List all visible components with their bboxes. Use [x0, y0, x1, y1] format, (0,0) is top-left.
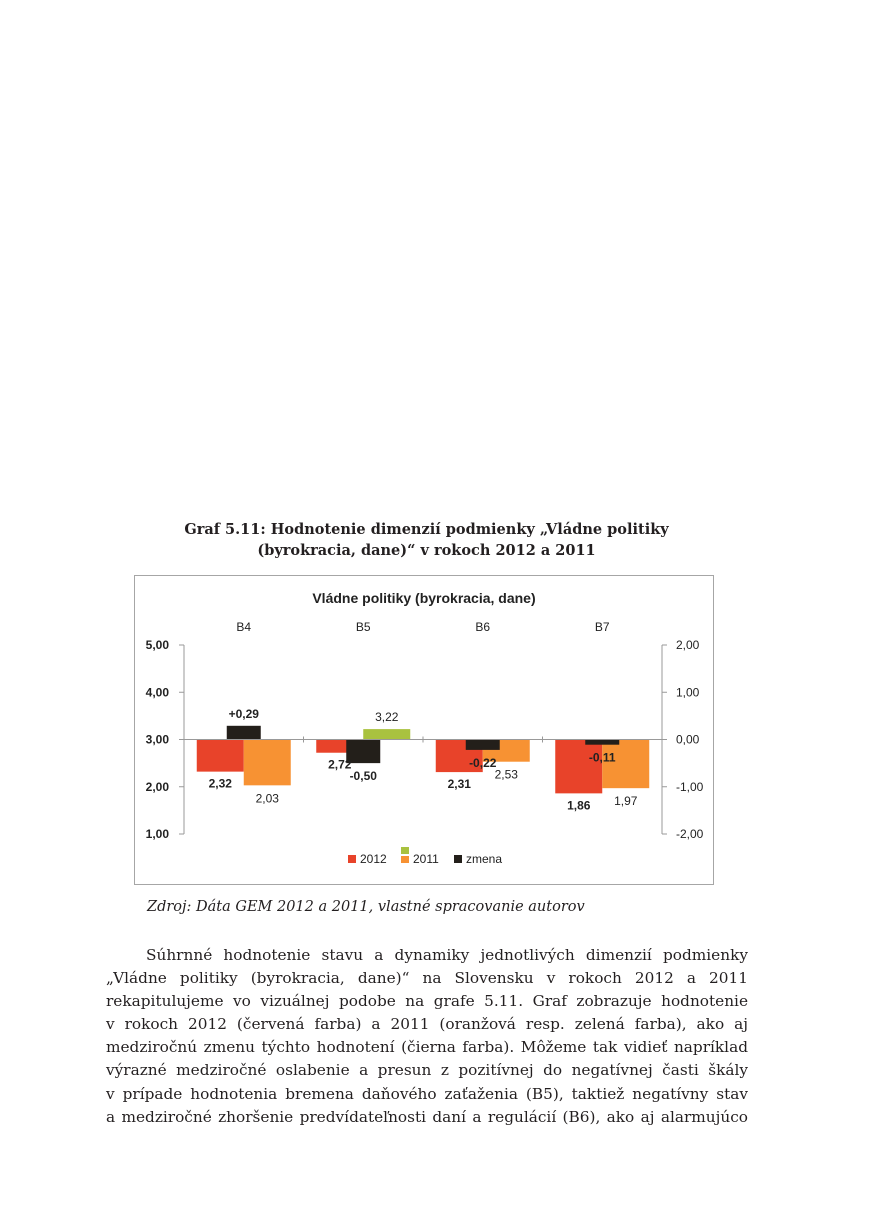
- paragraph-line: v prípade hodnotenia bremena daňového zaťaženia (B5), taktiež negatívny stav: [106, 1084, 748, 1103]
- bar-2011: [363, 729, 410, 739]
- left-axis-tick-label: 3,00: [145, 732, 169, 747]
- right-axis-tick-label: 2,00: [676, 638, 700, 652]
- legend-label: zmena: [466, 852, 503, 866]
- data-label-zmena: +0,29: [228, 706, 259, 721]
- right-axis-tick-label: -2,00: [676, 827, 704, 841]
- category-label: B4: [236, 620, 252, 634]
- source-note: Zdroj: Dáta GEM 2012 a 2011, vlastné spracovanie autorov: [147, 899, 585, 915]
- data-label-2012: 2,72: [328, 757, 352, 772]
- paragraph-line: výrazné medziročné oslabenie a presun z pozitívnej do negatívnej časti škály: [106, 1061, 748, 1080]
- paragraph-line: medziročnú zmenu týchto hodnotení (čierna farba). Môžeme tak vidieť napríklad: [106, 1038, 748, 1057]
- legend-swatch-secondary: [401, 847, 409, 854]
- paragraph-line: a medziročné zhoršenie predvídateľnosti daní a regulácií (B6), ako aj alarmujúco: [106, 1107, 748, 1126]
- bar-zmena: [585, 740, 619, 745]
- legend-label: 2012: [360, 852, 387, 866]
- body-paragraph: [106, 944, 748, 1129]
- right-axis-tick-label: 1,00: [676, 685, 700, 700]
- legend-label: 2011: [413, 852, 439, 866]
- bar-zmena: [466, 740, 500, 750]
- chart-title: Vládne politiky (byrokracia, dane): [312, 590, 536, 606]
- paragraph-line: rekapitulujeme vo vizuálnej podobe na grafe 5.11. Graf zobrazuje hodnotenie: [106, 992, 748, 1011]
- bar-zmena: [227, 726, 261, 740]
- data-label-2011: 2,53: [494, 767, 518, 782]
- data-label-zmena: -0,22: [469, 755, 497, 770]
- caption-line-1: Graf 5.11: Hodnotenie dimenzií podmienky „Vládne politiky: [184, 521, 669, 538]
- category-label: B5: [355, 620, 371, 634]
- left-axis-tick-label: 4,00: [145, 685, 169, 700]
- left-axis-tick-label: 2,00: [145, 779, 169, 794]
- data-label-zmena: -0,11: [588, 750, 616, 765]
- category-label: B6: [475, 620, 491, 634]
- data-label-2012: 1,86: [567, 798, 591, 813]
- paragraph-line: „Vládne politiky (byrokracia, dane)“ na Slovensku v rokoch 2012 a 2011: [106, 969, 748, 988]
- bar-2012: [197, 740, 244, 772]
- data-label-zmena: -0,50: [349, 769, 377, 784]
- left-axis-tick-label: 1,00: [145, 827, 169, 841]
- legend-swatch: [454, 855, 462, 863]
- chart-container: [134, 575, 714, 885]
- caption-line-2: (byrokracia, dane)“ v rokoch 2012 a 2011: [257, 542, 596, 559]
- data-label-2012: 2,31: [447, 777, 471, 792]
- paragraph-line: v rokoch 2012 (červená farba) a 2011 (oranžová resp. zelená farba), ako aj: [106, 1015, 748, 1034]
- data-label-2011: 3,22: [375, 710, 399, 725]
- right-axis-tick-label: -1,00: [676, 779, 704, 794]
- data-label-2011: 2,03: [255, 791, 279, 806]
- category-label: B7: [594, 620, 610, 634]
- left-axis-tick-label: 5,00: [145, 638, 169, 652]
- legend-swatch: [401, 856, 409, 863]
- figure-caption: [120, 519, 733, 561]
- bar-2011: [244, 740, 291, 786]
- bar-chart: [135, 576, 713, 884]
- paragraph-line: Súhrnné hodnotenie stavu a dynamiky jednotlivých dimenzií podmienky: [146, 946, 748, 964]
- data-label-2012: 2,32: [208, 776, 232, 791]
- legend-swatch: [348, 855, 356, 863]
- bar-2012: [555, 740, 602, 794]
- data-label-2011: 1,97: [614, 794, 638, 809]
- right-axis-tick-label: 0,00: [676, 732, 700, 747]
